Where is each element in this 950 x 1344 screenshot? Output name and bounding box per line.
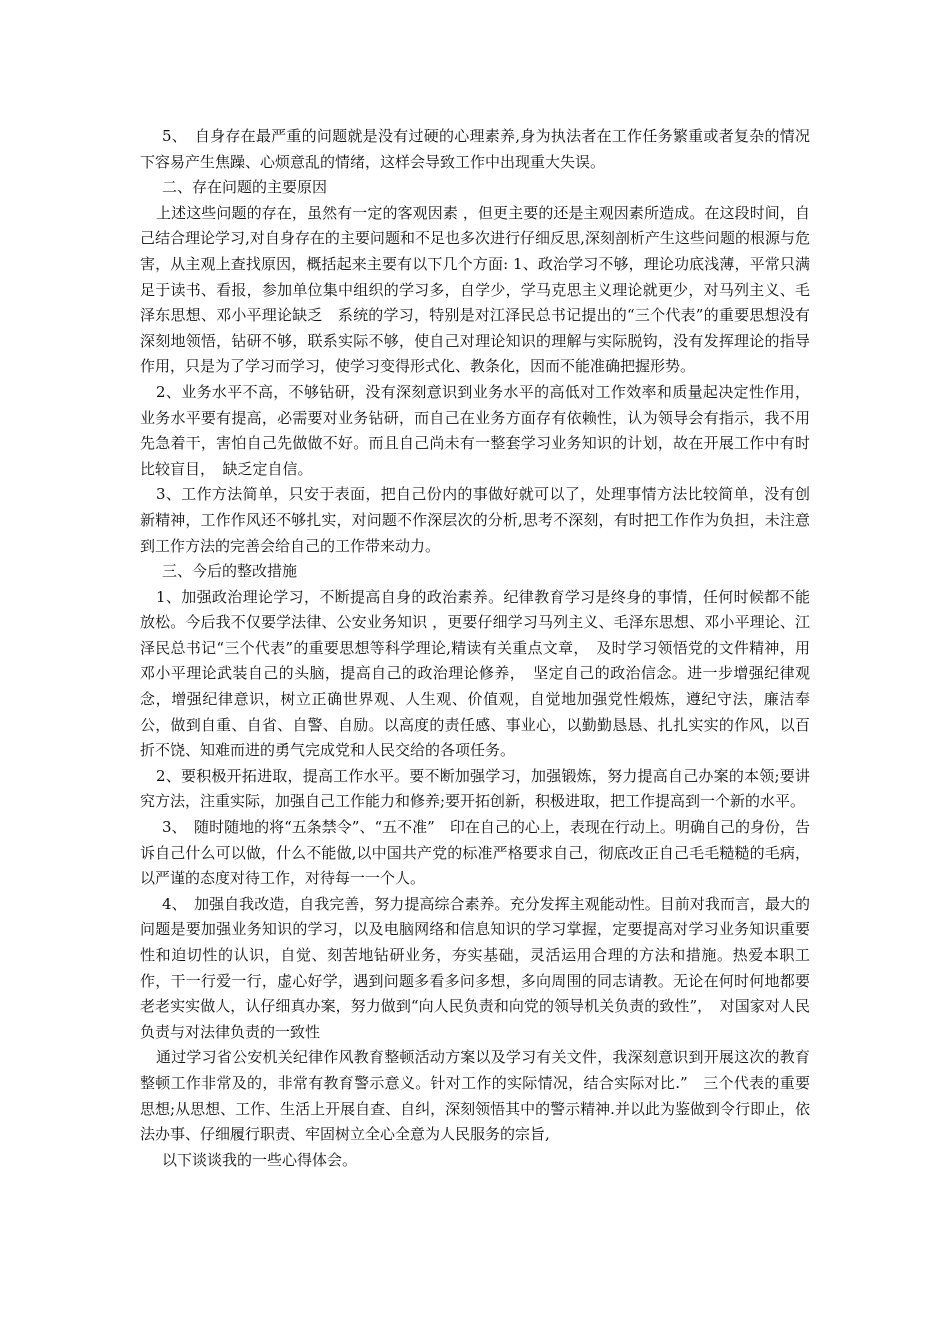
paragraph-measure-4: 4、 加强自我改造，自我完善，努力提高综合素养。充分发挥主观能动性。目前对我而言，最大的问题是要加强业务知识的学习，以及电脑网络和信息知识的学习掌握，定要提高对学习业务知识重要性和迫切性的认识，自觉、刻苦地钻研业务，夯实基础，灵活运用合理的方法和措施。热爱本职工作，干一行爱一行，虚心好学，遇到问题多看多问多想，多向周围的同志请教。无论在何时何地都要老老实实做人，认仔细真办案，努力做到“向人民负责和向党的领导机关负责的致性”， 对国家对人民负责与对法律负责的一致性: [140, 894, 810, 1041]
paragraph-summary: 通过学习省公安机关纪律作风教育整顿活动方案以及学习有关文件，我深刻意识到开展这次的教育整顿工作非常及的，非常有教育警示意义。针对工作的实际情况，结合实际对比.” 三个代表的重要思想;从思想、工作、生活上开展自查、自纠，深刻领悟其中的警示精神.并以此为鉴做到令行即止，依法办事、仔细履行职责、牢固树立全心全意为人民服务的宗旨,: [140, 1048, 810, 1144]
paragraph-cause-3: 3、工作方法简单，只安于表面，把自己份内的事做好就可以了，处理事情方法比较简单，没有创新精神，工作作风还不够扎实，对问题不作深层次的分析,思考不深刻，有时把工作作为负担，未注意到工作方法的完善会给自己的工作带来动力。: [140, 485, 810, 555]
paragraph-measure-1: 1、加强政治理论学习，不断提高自身的政治素养。纪律教育学习是终身的事情，任何时候都不能放松。今后我不仅要学法律、公安业务知识 ，更要仔细学习马列主义、毛泽东思想、邓小平理论、江泽民总书记“三个代表”的重要思想等科学理论,精读有关重点文章， 及时学习领悟党的文件精神，用邓小平理论武装自己的头脑，提高自己的政治理论修养， 坚定自己的政治信念。进一步增强纪律观念，增强纪律意识，树立正确世界观、人生观、价值观，自觉地加强党性煅炼，遵纪守法，廉洁奉公，做到自重、自省、自警、自励。以高度的责任感、事业心，以勤勤恳恳、扎扎实实的作风，以百折不饶、知难而进的勇气完成党和人民交给的各项任务。: [140, 587, 810, 760]
paragraph-item-5: 5、 自身存在最严重的问题就是没有过硬的心理素养,身为执法者在工作任务繁重或者复杂的情况下容易产生焦躁、心烦意乱的情绪，这样会导致工作中出现重大失误。: [140, 127, 810, 171]
section-heading-causes: 二、存在问题的主要原因: [162, 178, 328, 197]
document-body: [140, 124, 810, 1173]
paragraph-measure-2: 2、要积极开拓进取，提高工作水平。要不断加强学习，加强锻炼，努力提高自己办案的本领;要讲究方法，注重实际，加强自己工作能力和修养;要开拓创新，积极进取，把工作提高到一个新的水平。: [140, 766, 810, 811]
paragraph-causes-intro: 上述这些问题的存在，虽然有一定的客观因素 ，但更主要的还是主观因素所造成。在这段时间，自己结合理论学习,对自身存在的主要问题和不足也多次进行仔细反思,深刻剖析产生这些问题的根源与危害，从主观上查找原因，概括起来主要有以下几个方面: 1、政治学习不够，理论功底浅薄，平常只满足于读书、看报，参加单位集中组织的学习多，自学少，学马克思主义理论就更少，对马列主义、毛泽东思想、邓小平理论缺乏 系统的学习，特别是对江泽民总书记提出的“三个代表”的重要思想没有深刻地领悟，钻研不够，联系实际不够，使自己对理论知识的理解与实际脱钩，没有发挥理论的指导作用，只是为了学习而学习，使学习变得形式化、教条化，因而不能准确把握形势。: [140, 203, 810, 376]
paragraph-cause-2: 2、业务水平不高，不够钻研，没有深刻意识到业务水平的高低对工作效率和质量起决定性作用，业务水平要有提高，必需要对业务钻研，而自己在业务方面存有依赖性，认为领导会有指示，我不用先急着干，害怕自己先做做不好。而且自己尚未有一整套学习业务知识的计划，故在开展工作中有时比较盲目， 缺乏定自信。: [140, 382, 810, 478]
paragraph-closing: 以下谈谈我的一些心得体会。: [162, 1150, 358, 1169]
paragraph-measure-3: 3、 随时随地的将“五条禁令”、“五不准” 印在自己的心上，表现在行动上。明确自己的身份，告诉自己什么可以做，什么不能做,以中国共产党的标准严格要求自己，彻底改正自己毛毛糙糙的毛病，以严谨的态度对待工作，对待每一一个人。: [140, 818, 810, 888]
section-heading-measures: 三、今后的整改措施: [162, 562, 298, 581]
